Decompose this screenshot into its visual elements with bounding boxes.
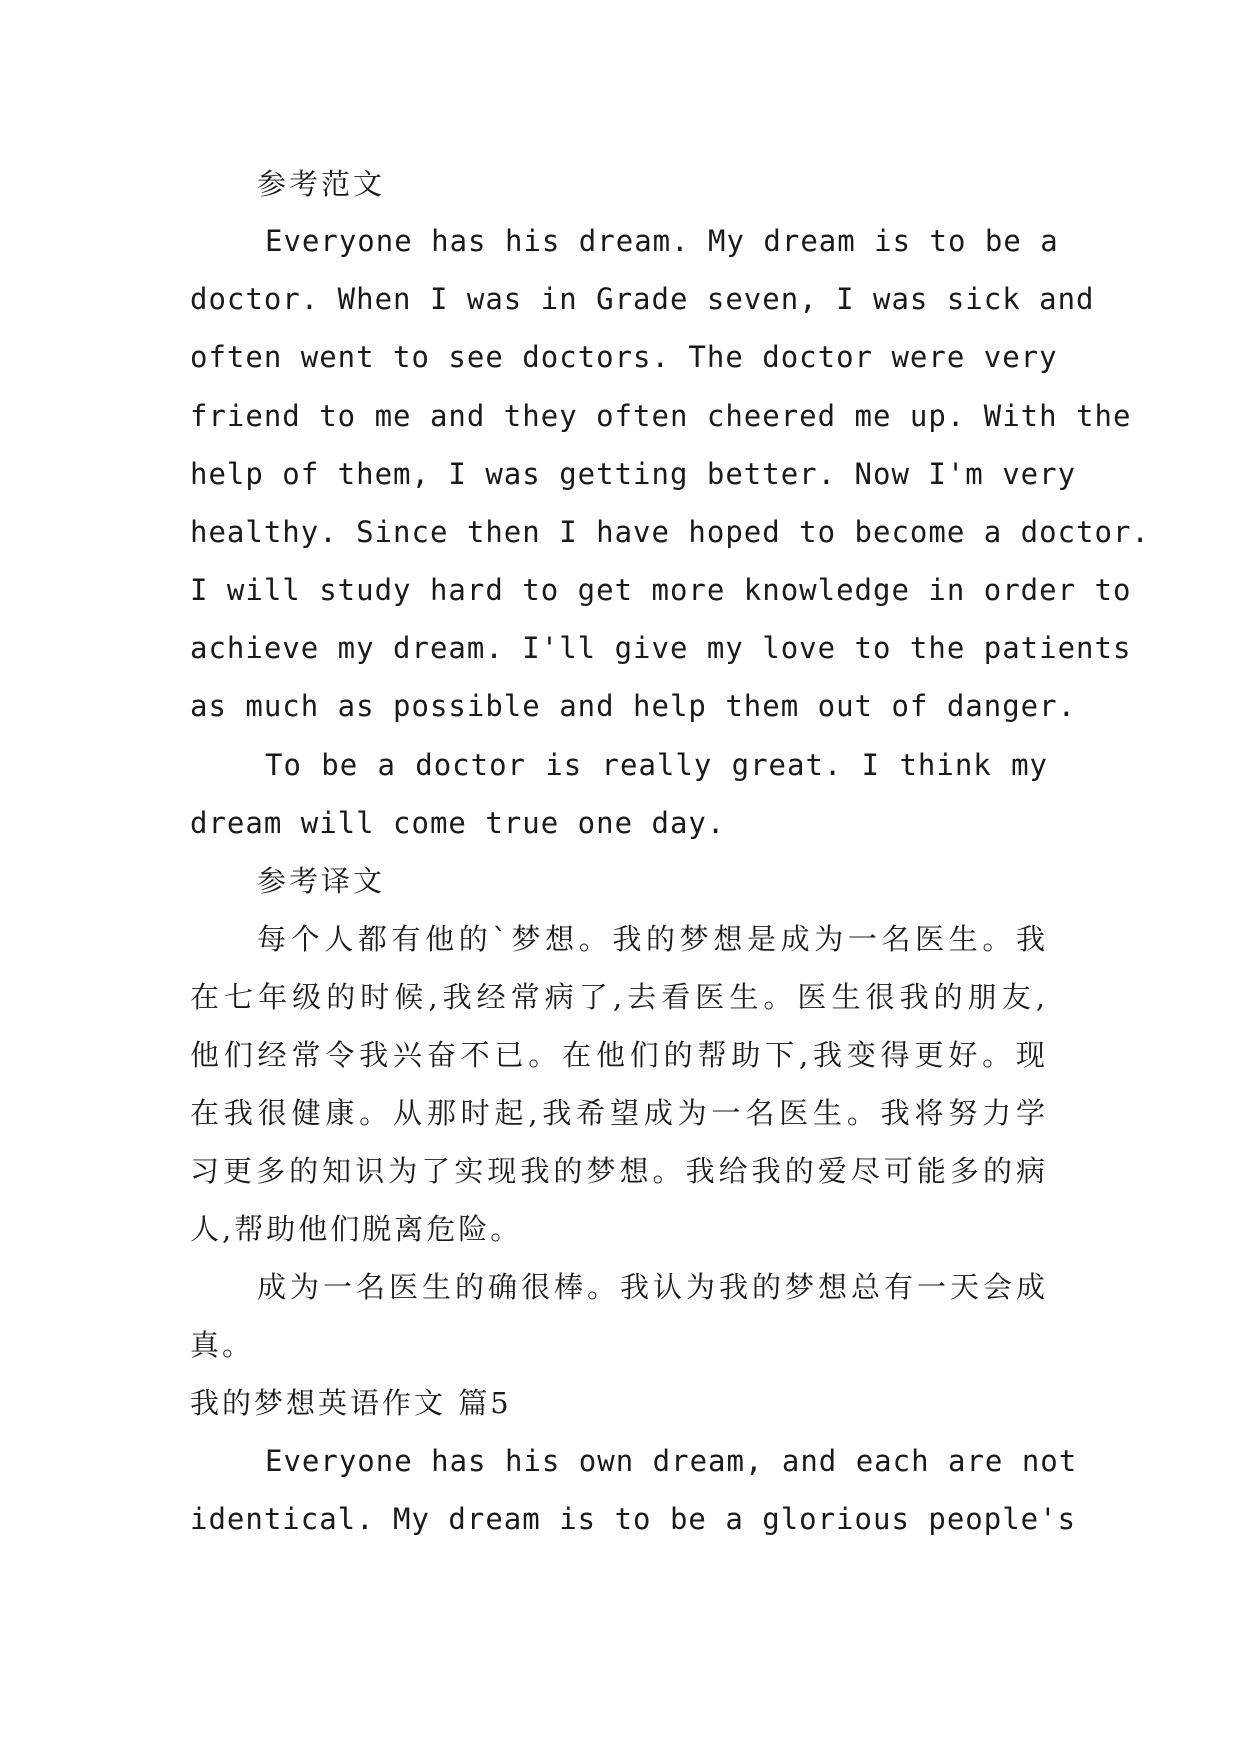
heading-sample: 参考范文	[257, 167, 386, 201]
paragraph-line: 每个人都有他的`梦想。我的梦想是成为一名医生。我	[257, 922, 1048, 956]
paragraph-line: 在我很健康。从那时起,我希望成为一名医生。我将努力学	[190, 1096, 1048, 1130]
paragraph-line: Everyone has his dream. My dream is to be a	[265, 224, 1059, 258]
paragraph-line: 真。	[190, 1328, 255, 1362]
paragraph-line: dream will come true one day.	[190, 806, 726, 840]
section-title: 我的梦想英语作文 篇5	[190, 1386, 512, 1420]
paragraph-line: 他们经常令我兴奋不已。在他们的帮助下,我变得更好。现	[190, 1038, 1048, 1072]
paragraph-line: as much as possible and help them out of danger.	[190, 689, 1077, 723]
paragraph-line: often went to see doctors. The doctor were very	[190, 340, 1058, 374]
paragraph-line: I will study hard to get more knowledge in order to	[190, 573, 1132, 607]
paragraph-line: 习更多的知识为了实现我的梦想。我给我的爱尽可能多的病	[190, 1154, 1048, 1188]
paragraph-line: 人,帮助他们脱离危险。	[190, 1212, 523, 1246]
paragraph-line: 成为一名医生的确很棒。我认为我的梦想总有一天会成	[257, 1270, 1048, 1304]
paragraph-line: achieve my dream. I'll give my love to the patients	[190, 631, 1132, 665]
paragraph-line: Everyone has his own dream, and each are not	[265, 1444, 1078, 1478]
paragraph-line: identical. My dream is to be a glorious people's	[190, 1502, 1077, 1536]
paragraph-line: 在七年级的时候,我经常病了,去看医生。医生很我的朋友,	[190, 980, 1048, 1014]
paragraph-line: help of them, I was getting better. Now I'm very	[190, 457, 1077, 491]
paragraph-line: doctor. When I was in Grade seven, I was sick and	[190, 282, 1095, 316]
paragraph-line: To be a doctor is really great. I think my	[265, 748, 1048, 782]
heading-translation: 参考译文	[257, 864, 386, 898]
paragraph-line: friend to me and they often cheered me up. With the	[190, 399, 1132, 433]
paragraph-line: healthy. Since then I have hoped to become a doctor.	[190, 515, 1150, 549]
